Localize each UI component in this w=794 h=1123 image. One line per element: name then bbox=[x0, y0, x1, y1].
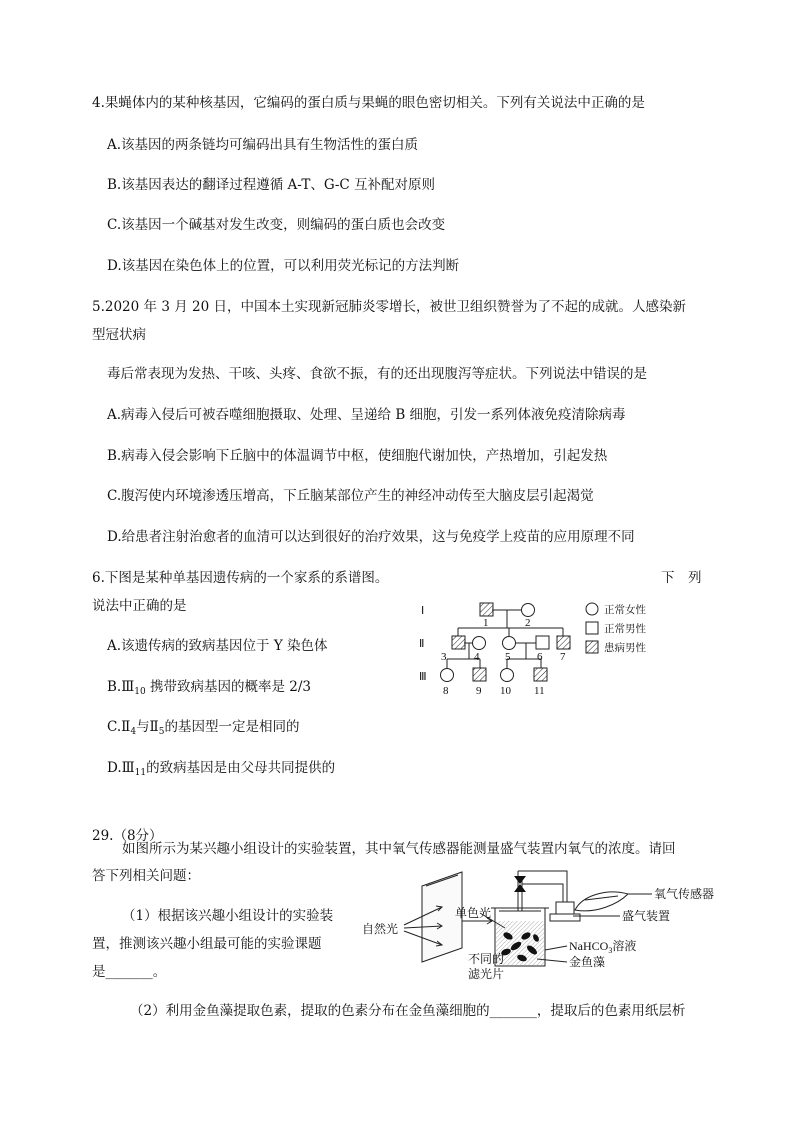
q4-option-b: B.该基因表达的翻译过程遵循 A-T、G-C 互补配对原则 bbox=[107, 177, 436, 193]
pedigree-num: 11 bbox=[534, 685, 545, 697]
legend-affected-symbol bbox=[586, 641, 598, 653]
pedigree-num: 2 bbox=[525, 617, 531, 629]
q6-stem-line2: 说法中正确的是 bbox=[92, 598, 187, 614]
q4-option-c: C.该基因一个碱基对发生改变，则编码的蛋白质也会改变 bbox=[107, 217, 446, 233]
apparatus-diagram bbox=[360, 866, 715, 983]
q5-stem-line1: 5.2020 年 3 月 20 日，中国本土实现新冠肺炎零增长，被世卫组织赞誉为了不起的成就。人感染新 bbox=[92, 299, 686, 315]
q6-option-b: $B.Ⅲ_{10}$ 携带致病基因的概率是 2/3 bbox=[107, 679, 311, 697]
filter-label-line2: 滤光片 bbox=[468, 967, 505, 981]
pedigree-num: 10 bbox=[500, 685, 511, 697]
pedigree-iii8 bbox=[441, 669, 454, 682]
pedigree-chart bbox=[415, 598, 685, 700]
pedigree-ii7 bbox=[557, 636, 570, 649]
pedigree-ii3 bbox=[452, 636, 465, 649]
pedigree-iii10 bbox=[501, 669, 514, 682]
q4-option-a: A.该基因的两条链均可编码出具有生物活性的蛋白质 bbox=[107, 137, 419, 153]
natural-light-label: 自然光 bbox=[362, 922, 399, 936]
q5-stem-line3: 毒后常表现为发热、干咳、头疼、食欲不振，有的还出现腹泻等症状。下列说法中错误的是 bbox=[107, 366, 647, 382]
pedigree-gen1-label: Ⅰ bbox=[421, 605, 425, 617]
pedigree-iii11 bbox=[534, 668, 547, 681]
pondweed-label: 金鱼藻 bbox=[569, 955, 606, 969]
valve-icon bbox=[514, 876, 526, 884]
pedigree-i2 bbox=[522, 604, 535, 617]
solution-label: NaHCO$_3$溶液 bbox=[569, 939, 637, 955]
pedigree-num: 9 bbox=[476, 685, 482, 697]
pedigree-gen3-label: Ⅲ bbox=[419, 671, 427, 683]
pedigree-num: 1 bbox=[483, 617, 489, 629]
q29-part1-line2: 置，推测该兴趣小组最可能的实验课题 bbox=[92, 936, 322, 952]
legend-affected-label: 患病男性 bbox=[604, 642, 646, 654]
q29-intro-line2: 答下列相关问题： bbox=[92, 868, 200, 884]
oxygen-sensor-label: 氧气传感器 bbox=[654, 887, 715, 901]
pedigree-num: 5 bbox=[505, 651, 511, 663]
q29-intro-line1: 如图所示为某兴趣小组设计的实验装置，其中氧气传感器能测量盛气装置内氧气的浓度。请回 bbox=[122, 841, 676, 857]
q6-option-d: $D.Ⅲ_{11}$的致病基因是由父母共同提供的 bbox=[107, 760, 336, 778]
pedigree-num: 8 bbox=[443, 685, 449, 697]
pedigree-ii5 bbox=[503, 637, 516, 650]
pedigree-ii6 bbox=[536, 636, 549, 649]
q4-option-d: D.该基因在染色体上的位置，可以利用荧光标记的方法判断 bbox=[107, 258, 460, 274]
pedigree-num: 4 bbox=[474, 651, 480, 663]
pedigree-iii9 bbox=[473, 668, 486, 681]
pedigree-i1 bbox=[480, 603, 493, 616]
q5-option-b: B.病毒入侵会影响下丘脑中的体温调节中枢，使细胞代谢加快，产热增加，引起发热 bbox=[107, 448, 608, 464]
q6-stem-line1: 6.下图是某种单基因遗传病的一个家系的系谱图。 bbox=[92, 570, 389, 586]
q5-option-d: D.给患者注射治愈者的血清可以达到很好的治疗效果，这与免疫学上疫苗的应用原理不同 bbox=[107, 529, 635, 545]
mono-light-label: 单色光 bbox=[455, 906, 492, 920]
q6-option-a: A.该遗传病的致病基因位于 Y 染色体 bbox=[107, 638, 328, 654]
q6-option-c: $C.Ⅱ_4$与$Ⅱ_5$的基因型一定是相同的 bbox=[107, 719, 300, 737]
legend-male-symbol bbox=[586, 622, 598, 634]
pedigree-ii4 bbox=[473, 637, 486, 650]
q29-part2-line1: （2）利用金鱼藻提取色素，提取的色素分布在金鱼藻细胞的_______，提取后的色素用纸层析 bbox=[130, 1003, 686, 1019]
q4-stem: 4.果蝇体内的某种核基因，它编码的蛋白质与果蝇的眼色密切相关。下列有关说法中正确的是 bbox=[92, 95, 645, 111]
q5-option-c: C.腹泻使内环境渗透压增高，下丘脑某部位产生的神经冲动传至大脑皮层引起渴觉 bbox=[107, 488, 594, 504]
pedigree-num: 6 bbox=[537, 651, 543, 663]
filter-label-line1: 不同的 bbox=[468, 952, 505, 966]
q6-stem-right: 下 列 bbox=[661, 570, 702, 586]
q5-option-a: A.病毒入侵后可被吞噬细胞摄取、处理、呈递给 B 细胞，引发一系列体液免疫清除病毒 bbox=[107, 407, 626, 423]
pedigree-num: 7 bbox=[560, 651, 566, 663]
legend-female-label: 正常女性 bbox=[604, 604, 646, 616]
q29-part1-line3: 是_______。 bbox=[92, 964, 167, 980]
q5-stem-line2: 型冠状病 bbox=[92, 327, 146, 343]
q29-header: 29.（8分） bbox=[92, 828, 163, 844]
legend-female-symbol bbox=[586, 603, 598, 615]
gas-container-label: 盛气装置 bbox=[622, 909, 671, 923]
pedigree-gen2-label: Ⅱ bbox=[419, 638, 425, 650]
legend-male-label: 正常男性 bbox=[604, 623, 646, 635]
q29-part1-line1: （1）根据该兴趣小组设计的实验装 bbox=[122, 908, 334, 924]
pedigree-num: 3 bbox=[441, 651, 447, 663]
